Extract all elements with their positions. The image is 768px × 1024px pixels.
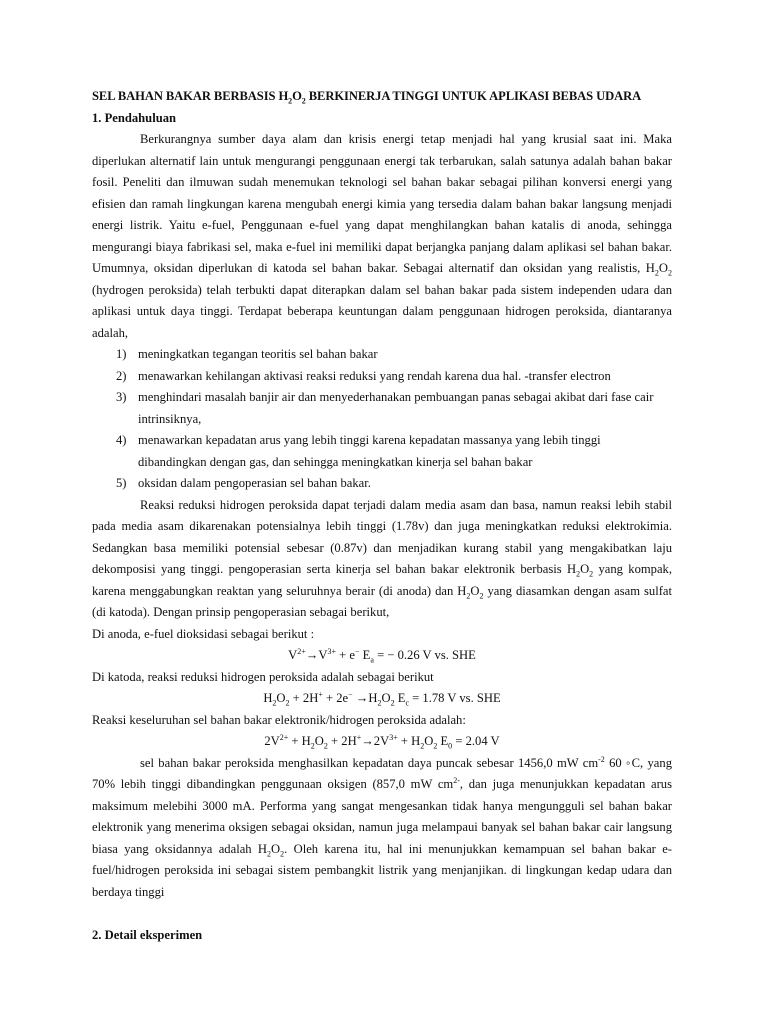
paragraph-reaction: Reaksi reduksi hidrogen peroksida dapat terjadi dalam media asam dan basa, namun reaksi lebih stabil pada media asam dikarenakan potensialnya lebih tinggi (1.78v) dan juga meningkatkan reduksi elektrokimia. Sedangkan basa memiliki potensial sebesar (0.87v) dan menjadikan kurang stabil yang mengakibatkan laju dekomposisi yang tinggi. pengoperasian serta kinerja sel bahan bakar elektronik berbasis $H_2O_2$ yang kompak, karena menggabungkan reaktan yang seluruhnya berair (di anoda) dan $H_2O_2$ yang diasamkan dengan asam sulfat (di katoda). Dengan prinsip pengoperasian sebagai berikut,	[92, 497, 672, 619]
document-title: SEL BAHAN BAKAR BERBASIS $H_2O_2$ BERKINERJA TINGGI UNTUK APLIKASI BEBAS UDARA	[92, 89, 642, 106]
list-item: 4) menawarkan kepadatan arus yang lebih tinggi karena kepadatan massanya yang lebih tinggi dibandingkan dengan gas, dan sehingga meningkatkan kinerja sel bahan bakar	[116, 433, 601, 469]
list-item: 1) meningkatkan tegangan teoritis sel bahan bakar	[116, 347, 378, 361]
list-item: 2) menawarkan kehilangan aktivasi reaksi reduksi yang rendah karena dua hal. -transfer electron	[116, 368, 611, 383]
advantages-list	[92, 344, 672, 495]
overall-equation: $2V^{2+} + H_2O_2 + 2H^+\to 2V^{3+} + H_2O_2$ $E_0 = 2.04$ V	[264, 732, 500, 751]
anode-intro-line: Di anoda, e-fuel dioksidasi sebagai berikut :	[92, 626, 315, 641]
cathode-intro-line: Di katoda, reaksi reduksi hidrogen peroksida adalah sebagai berikut	[92, 669, 434, 684]
cathode-equation: $H_2O_2 + 2H^+ + 2e^- \to H_2O_2$ $E_c = 1.78$ V vs. SHE	[263, 689, 501, 708]
list-item: 3) menghindari masalah banjir air dan menyederhanakan pembuangan panas sebagai akibat dari fase cair intrinsiknya,	[116, 390, 654, 426]
section-spacer	[92, 903, 672, 925]
paragraph-intro: Berkurangnya sumber daya alam dan krisis energi tetap menjadi hal yang krusial saat ini. Maka diperlukan alternatif lain untuk mengurangi penggunaan energi tak terbarukan, salah satunya adalah bahan bakar fosil. Peneliti dan ilmuwan sudah menemukan teknologi sel bahan bakar sebagai pilihan konversi energi yang efisien dan ramah lingkungan karena mengubah energi kimia yang tersedia dalam bahan bakar langsung menjadi energi listrik. Yaitu e-fuel, Penggunaan e-fuel yang dapat menghilangkan bahan katalis di anoda, sehingga mengurangi biaya fabrikasi sel, maka e-fuel ini memiliki dapat berjangka panjang dalam aplikasi sel bahan bakar. Umumnya, oksidan diperlukan di katoda sel bahan bakar. Sebagai alternatif dan oksidan yang realistis, $H_2O_2$ (hydrogen peroksida) telah terbukti dapat diterapkan dalam sel bahan bakar pada sistem independen udara dan aplikasi untuk daya tinggi. Terdapat beberapa keuntungan dalam penggunaan hidrogen peroksida, diantaranya adalah,	[92, 132, 672, 340]
section-heading-detail-eksperimen: 2. Detail eksperimen	[92, 928, 203, 942]
anode-equation: $V^{2+}\to V^{3+} + e^-$ $E_a$ = − 0.26 V vs. SHE	[288, 646, 476, 665]
paragraph-performance: sel bahan bakar peroksida menghasilkan kepadatan daya puncak sebesar 1456,0 mW $cm^{-2}$ 60 ◦C, yang 70% lebih tinggi dibandingkan penggunaan oksigen (857,0 mW $cm^{2-}$, dan juga menunjukkan kepadatan arus maksimum melebihi 3000 mA. Performa yang sangat mengesankan tidak hanya mengungguli sel bahan bakar elektronik yang menerima oksigen sebagai oksidan, namun juga melampaui banyak sel bahan bakar cair langsung biasa yang oksidannya adalah $H_2O_2$. Oleh karena itu, hal ini menunjukkan kemampuan sel bahan bakar e-fuel/hidrogen peroksida ini sebagai sistem pembangkit listrik yang menjanjikan. di lingkungan kedap udara dan berdaya tinggi	[92, 754, 672, 899]
overall-intro-line: Reaksi keseluruhan sel bahan bakar elektronik/hidrogen peroksida adalah:	[92, 712, 466, 727]
section-heading-pendahuluan: 1. Pendahuluan	[92, 110, 176, 125]
list-item: 5) oksidan dalam pengoperasian sel bahan bakar.	[116, 476, 371, 490]
